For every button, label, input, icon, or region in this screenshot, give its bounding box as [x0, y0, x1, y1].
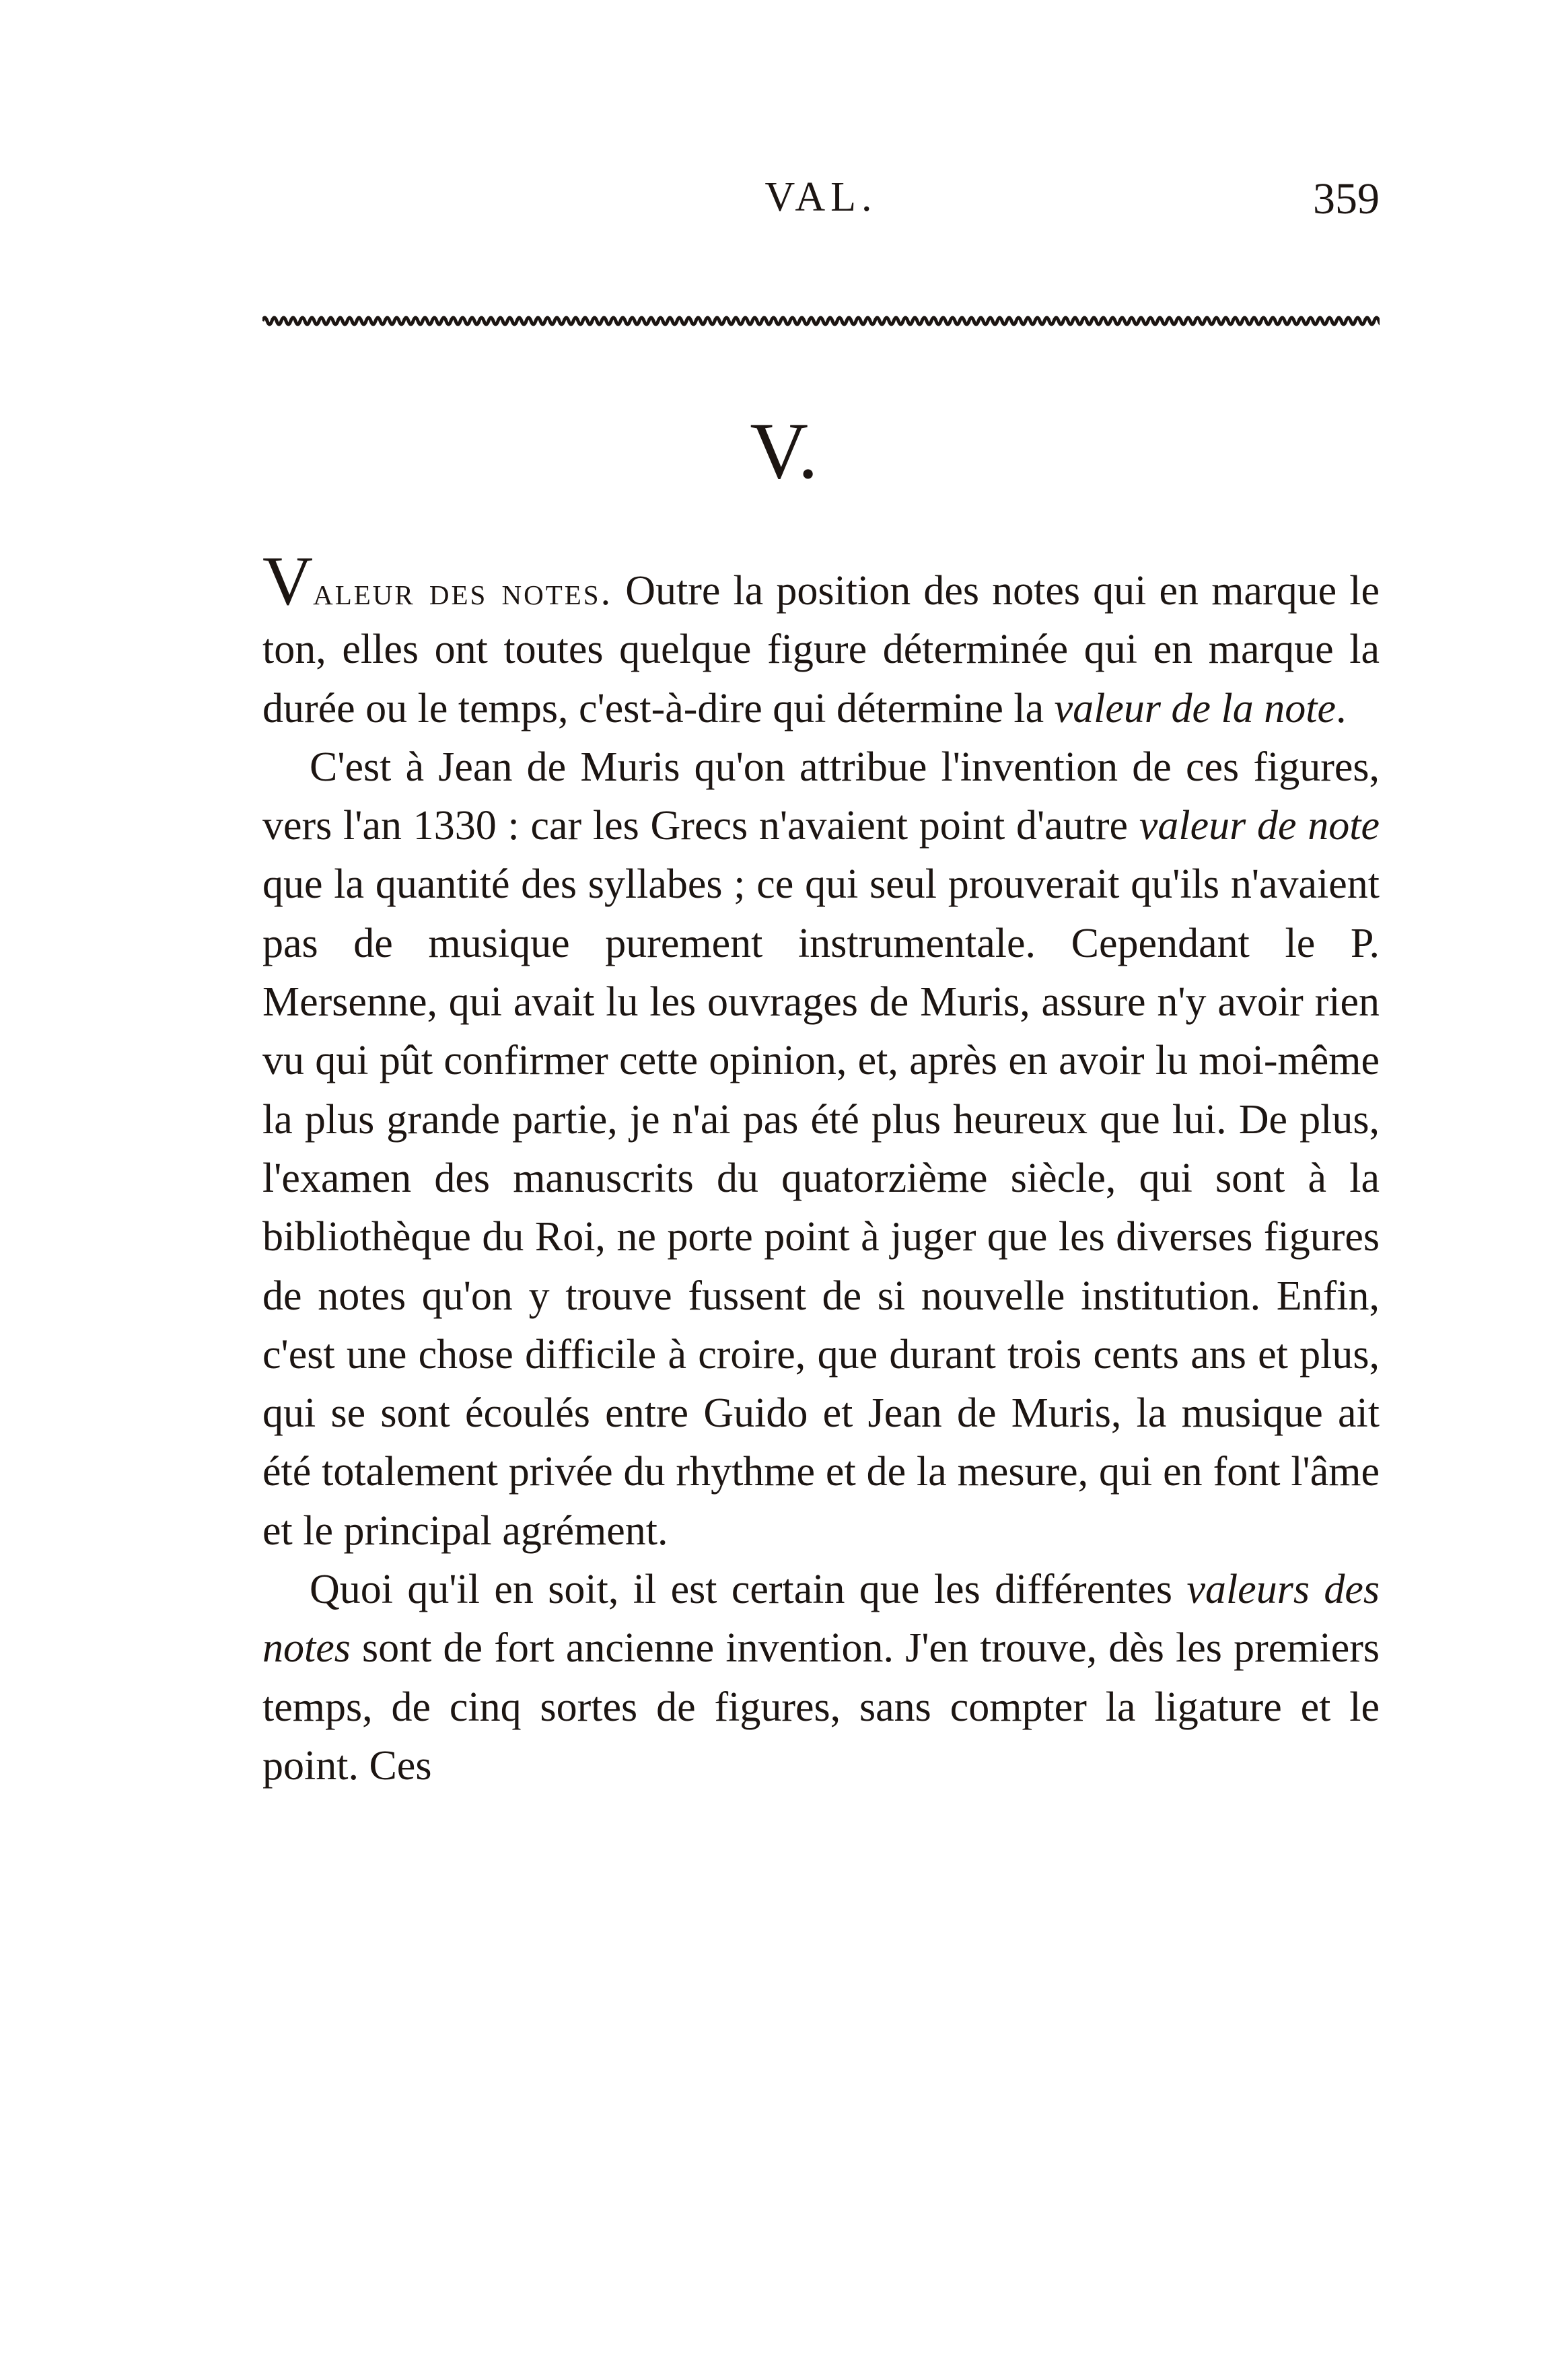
italic-term: valeur de note	[1139, 803, 1380, 849]
paragraph-text: que la quantité des syllabes ; ce qui seul prouverait qu'ils n'avaient pas de musique purement instrumentale. Cependant le P. Mersenne, qui avait lu les ouvrages de Muris, assure n'y avoir rien vu qui pût confirmer cette opinion, et, après en avoir lu moi-même la plus grande partie, je n'ai pas été plus heureux que lui. De plus, l'examen des manuscrits du quatorzième siècle, qui sont à la bibliothèque du Roi, ne porte point à juger que les diverses figures de notes qu'on y trouve fussent de si nouvelle institution. Enfin, c'est une chose difficile à croire, que durant trois cents ans et plus, qui se sont écoulés entre Guido et Jean de Muris, la musique ait été totalement privée du rhythme et de la mesure, qui en font l'âme et le principal agrément.	[262, 861, 1380, 1554]
paragraph-2	[262, 738, 1380, 1561]
running-head	[262, 174, 1380, 234]
italic-term: valeurs des notes	[262, 1567, 1380, 1672]
section-letter: V.	[750, 406, 818, 495]
ornamental-rule	[262, 313, 1380, 329]
paragraph-text: Outre la position des notes qui en marque le ton, elles ont toutes quelque figure déterminée qui en marque la durée ou le temps, c'est-à-dire qui détermine la	[262, 568, 1380, 731]
italic-term: valeur de la note	[1054, 685, 1337, 731]
paragraph-1	[262, 542, 1380, 738]
drop-cap: V	[262, 542, 314, 620]
paragraph-text: C'est à Jean de Muris qu'on attribue l'invention de ces figures, vers l'an 1330 : car les Grecs n'avaient point d'autre	[262, 744, 1380, 849]
paragraph-text: .	[1336, 685, 1347, 731]
paragraph-3	[262, 1561, 1380, 1795]
paragraph-text: sont de fort ancienne invention. J'en trouve, dès les premiers temps, de cinq sortes de figures, sans compter la ligature et le point. Ces	[262, 1625, 1380, 1789]
body-text	[262, 542, 1380, 1795]
page-number: 359	[1313, 174, 1380, 223]
running-title: VAL.	[764, 174, 878, 220]
entry-heading: aleur des notes.	[313, 569, 613, 613]
paragraph-text: Quoi qu'il en soit, il est certain que les différentes	[310, 1567, 1187, 1613]
